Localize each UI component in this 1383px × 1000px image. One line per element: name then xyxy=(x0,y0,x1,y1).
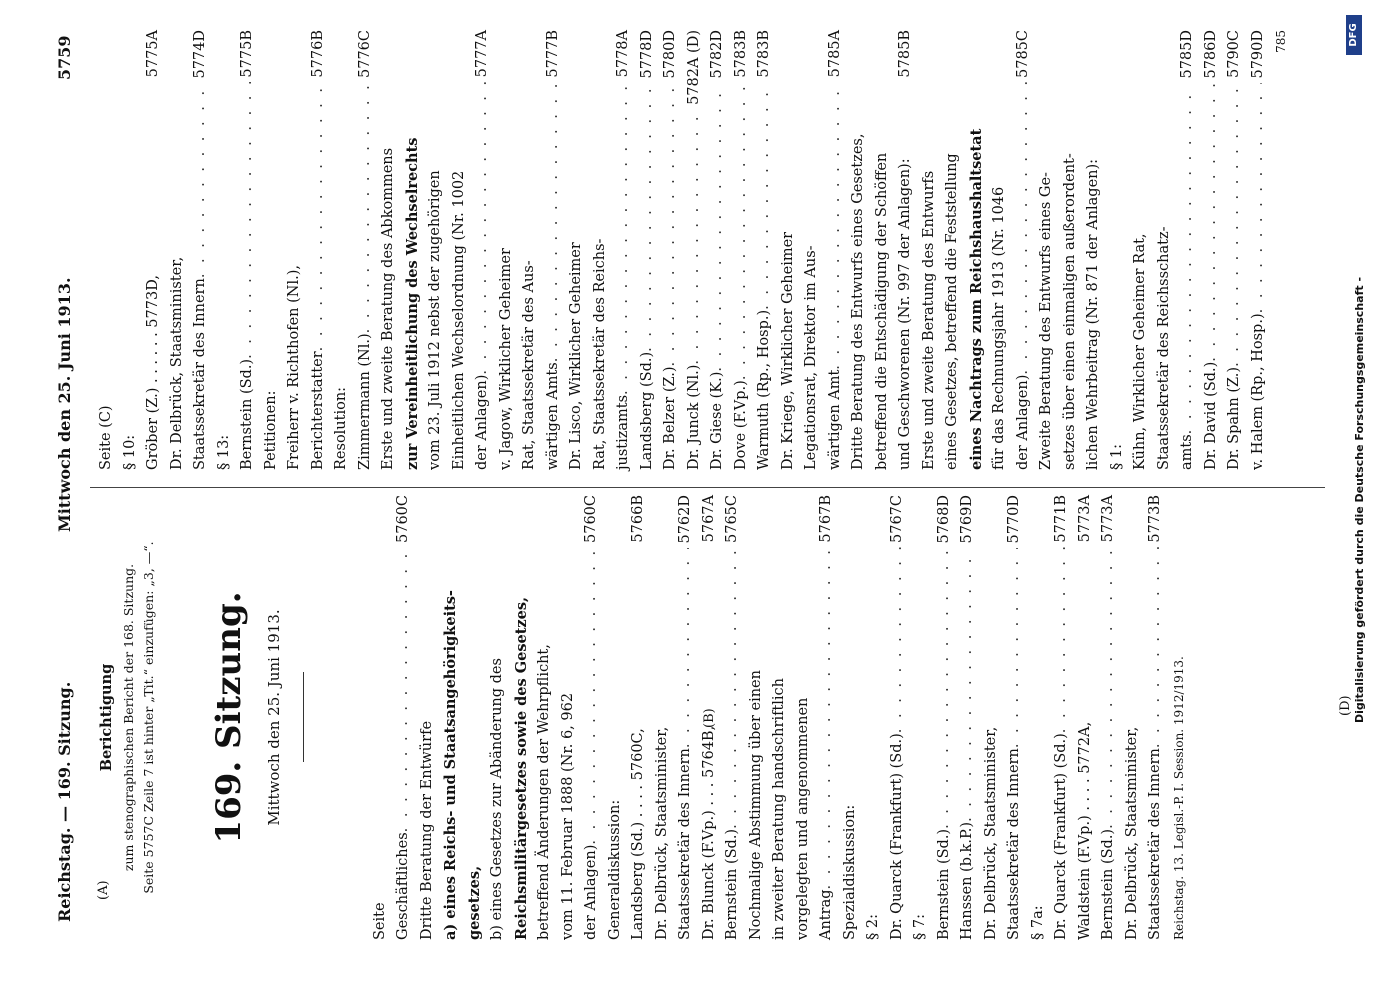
entry-text: Landsberg (Sd.) xyxy=(638,351,655,470)
entry-text: lichen Wehrbeitrag (Nr. 871 der Anlagen): xyxy=(1085,158,1101,470)
contents-entry xyxy=(886,495,910,940)
entry-text: Zimmermann (Nl.) xyxy=(356,333,373,470)
entry-text: Gröber (Z.) . . . . . . 5773D, xyxy=(145,275,161,470)
entry-text: Rat, Staatssekretär des Reichs- xyxy=(591,238,608,470)
leader-dots xyxy=(1012,82,1036,375)
entry-text: Spezialdiskussion: xyxy=(841,804,858,940)
contents-entry xyxy=(698,495,722,940)
entry-text: Dr. David (Sd.) xyxy=(1202,361,1219,470)
entry-page-ref: 5768D xyxy=(935,495,952,544)
leader-dots xyxy=(1200,83,1224,362)
page-number: 5759 xyxy=(55,35,74,80)
entry-text: Dr. Belzer (Z.) xyxy=(662,366,678,470)
leader-dots xyxy=(933,548,957,829)
contents-entry xyxy=(1121,495,1145,940)
contents-entry xyxy=(392,495,416,940)
entry-text: Dr. Junck (Nl.) xyxy=(685,364,702,470)
entry-text: Staatssekretär des Innern xyxy=(1006,748,1022,940)
contents-entry xyxy=(792,495,816,940)
leader-dots xyxy=(580,547,604,845)
entry-text: v. Halem (Rp., Hosp.) xyxy=(1249,313,1266,470)
entry-page-ref: 5782A (D) xyxy=(685,30,702,105)
contents-entry xyxy=(416,495,440,940)
contents-entry xyxy=(1003,495,1027,940)
leader-dots xyxy=(674,548,698,749)
leader-dots xyxy=(753,82,777,310)
contents-entry xyxy=(495,30,519,470)
entry-page-ref: 5783B xyxy=(756,30,772,78)
leader-dots xyxy=(683,109,707,365)
entry-text: der Anlagen) xyxy=(583,844,599,940)
contents-entry xyxy=(659,30,683,470)
entry-text: Dr. Kriege, Wirklicher Geheimer xyxy=(779,231,796,470)
contents-entry xyxy=(941,30,965,470)
leader-dots xyxy=(1097,546,1121,829)
entry-text: wärtigen Amts xyxy=(544,362,561,470)
entry-text: eines Gesetzes, betreffend die Feststellung xyxy=(944,153,960,470)
entry-text: betreffend Änderungen der Wehrpflicht, xyxy=(536,644,552,940)
contents-entry xyxy=(557,495,581,940)
contents-entry xyxy=(1144,495,1168,940)
contents-entry xyxy=(909,495,933,940)
contents-entry xyxy=(565,30,589,470)
contents-entry xyxy=(307,30,331,470)
leader-dots xyxy=(886,547,910,733)
contents-entry xyxy=(1012,30,1036,470)
entry-text: Dove (F.Vp.) xyxy=(732,380,749,470)
margin-label-d: (D) xyxy=(1338,695,1353,716)
leader-dots xyxy=(824,81,848,369)
correction-line: zum stenographischen Bericht der 168. Sitzung. xyxy=(120,563,136,872)
entry-page-ref: 5776C xyxy=(356,30,373,78)
footer-left: Reichstag. 13. Legisl.-P. I. Session. 1912/1913. xyxy=(1171,656,1186,940)
contents-entry xyxy=(510,495,534,940)
entry-page-ref: 5767C xyxy=(888,495,905,543)
contents-entry xyxy=(283,30,307,470)
entry-text: Reichsmilitärgesetzes sowie des Gesetzes, xyxy=(512,596,530,940)
entry-page-ref: 5762D xyxy=(677,495,693,544)
entry-text: Hanssen (b.k.P.) xyxy=(959,821,975,940)
entry-text: Dr. Quarck (Frankfurt) (Sd.) xyxy=(888,733,905,940)
entry-text: gesetzes, xyxy=(465,865,483,940)
entry-page-ref: 5778A xyxy=(615,30,631,78)
leader-dots xyxy=(815,547,839,890)
entry-text: vom 23. Juli 1912 nebst der zugehörigen xyxy=(427,170,443,470)
contents-entry xyxy=(1082,30,1106,470)
contents-entry xyxy=(1059,30,1083,470)
entry-text: der Anlagen) xyxy=(1014,374,1031,470)
contents-entry xyxy=(377,30,401,470)
entry-page-ref: 5775A xyxy=(145,30,161,78)
contents-entry xyxy=(236,30,260,470)
contents-entry xyxy=(1097,495,1121,940)
right-contents-list xyxy=(95,30,1270,470)
contents-entry xyxy=(847,30,871,470)
entry-text: Landsberg (Sd.) . . . . 5760C, xyxy=(630,728,646,940)
entry-page-ref: 5777A xyxy=(474,30,490,78)
entry-text: Nochmalige Abstimmung über einen xyxy=(747,670,764,940)
contents-entry xyxy=(119,30,143,470)
leader-dots xyxy=(189,83,213,279)
contents-entry xyxy=(824,30,848,470)
entry-page-ref: 5782D xyxy=(709,30,725,79)
entry-text: Dr. Spahn (Z.) xyxy=(1226,366,1242,470)
contents-entry xyxy=(1035,30,1059,470)
contents-entry xyxy=(260,30,284,470)
entry-text: Dr. Giese (K.) xyxy=(709,371,725,470)
leader-dots xyxy=(636,83,660,352)
contents-entry xyxy=(354,30,378,470)
entry-text: Legationsrat, Direktor im Aus- xyxy=(803,245,819,470)
entry-text: Generaldiskussion: xyxy=(606,799,623,940)
entry-text: justizamts xyxy=(615,394,631,470)
contents-entry xyxy=(730,30,754,470)
entry-page-ref: 5774D xyxy=(192,30,208,79)
entry-page-ref: 5790C xyxy=(1226,30,1242,78)
entry-page-ref: 5783B xyxy=(732,30,749,78)
entry-text: Einheitlichen Wechselordnung (Nr. 1002 xyxy=(450,170,467,470)
entry-text: Bernstein (Sd.) xyxy=(239,358,255,470)
entry-text: Bernstein (Sd.) xyxy=(724,828,740,940)
contents-entry xyxy=(800,30,824,470)
entry-page-ref: 5780D xyxy=(662,30,678,79)
entry-text: § 7a: xyxy=(1029,905,1046,940)
entry-text: Freiherr v. Richthofen (Nl.), xyxy=(286,265,302,470)
entry-text: Staatssekretär des Reichsschatz- xyxy=(1155,226,1172,470)
contents-entry xyxy=(439,495,463,940)
entry-text: in zweiter Beratung handschriftlich xyxy=(771,677,787,940)
entry-text: § 13: xyxy=(215,434,232,470)
entry-text: und Geschworenen (Nr. 997 der Anlagen): xyxy=(897,158,913,470)
contents-entry xyxy=(142,30,166,470)
entry-text: Dr. Delbrück, Staatsminister, xyxy=(982,726,999,940)
leader-dots xyxy=(956,548,980,822)
footer-right: 785 xyxy=(1274,30,1288,53)
contents-entry xyxy=(166,30,190,470)
entry-page-ref: 5785C xyxy=(1014,30,1031,78)
margin-label-a: (A) xyxy=(96,880,111,900)
leader-dots xyxy=(612,81,636,395)
entry-page-ref: 5777B xyxy=(544,30,561,78)
contents-entry xyxy=(486,495,510,940)
leader-dots xyxy=(1223,82,1247,367)
contents-entry xyxy=(401,30,425,470)
entry-page-ref: 5760C xyxy=(395,495,411,543)
entry-page-ref: 5773A xyxy=(1076,495,1093,543)
entry-text: Bernstein (Sd.) xyxy=(935,828,952,940)
contents-entry xyxy=(448,30,472,470)
contents-entry xyxy=(721,495,745,940)
entry-text: Geschäftliches xyxy=(395,832,411,940)
entry-text: Petitionen: xyxy=(262,390,279,470)
title-rule xyxy=(289,495,319,940)
entry-text: Antrag xyxy=(818,889,834,940)
leader-dots xyxy=(542,82,566,363)
contents-entry xyxy=(651,495,675,940)
correction-line: Seite 5757C Zeile 7 ist hinter „Tit.“ einzufügen: „3, —“. xyxy=(140,541,156,894)
contents-entry xyxy=(777,30,801,470)
entry-text: Dritte Beratung des Entwurfs eines Gesetzes, xyxy=(850,133,866,470)
entry-text: § 7: xyxy=(912,914,928,940)
entry-text: Dr. Quarck (Frankfurt) (Sd.) xyxy=(1053,733,1069,940)
digitization-credit: Digitalisierung gefördert durch die Deutsche Forschungsgemeinschaft - xyxy=(1353,276,1366,724)
entry-page-ref: 5767A xyxy=(700,495,717,543)
contents-entry xyxy=(1247,30,1271,470)
entry-page-ref: 5785B xyxy=(897,30,913,78)
contents-entry xyxy=(933,495,957,940)
entry-page-ref: 5785A xyxy=(826,30,843,78)
contents-entry xyxy=(862,495,886,940)
entry-text: betreffend die Entschädigung der Schöffen xyxy=(873,152,890,470)
contents-entry xyxy=(1074,495,1098,940)
entry-page-ref: 5790D xyxy=(1249,30,1266,79)
right-column xyxy=(95,30,1292,470)
entry-text: § 1: xyxy=(1108,444,1125,470)
contents-entry xyxy=(589,30,613,470)
contents-entry xyxy=(471,30,495,470)
leader-dots xyxy=(1144,547,1168,749)
contents-entry xyxy=(1200,30,1224,470)
contents-entry xyxy=(1027,495,1051,940)
contents-entry xyxy=(706,30,730,470)
contents-entry xyxy=(533,495,557,940)
entry-text: Waldstein (F.Vp.) . . . . 5772A, xyxy=(1076,721,1093,940)
entry-page-ref: 5773A xyxy=(1100,495,1116,543)
entry-page-ref: 5785D xyxy=(1179,30,1195,79)
column-divider xyxy=(90,487,1325,488)
contents-entry xyxy=(745,495,769,940)
entry-text: setzes über einen einmaligen außerordent- xyxy=(1061,153,1078,470)
contents-entry xyxy=(612,30,636,470)
contents-entry xyxy=(330,30,354,470)
entry-text: v. Jagow, Wirklicher Geheimer xyxy=(497,248,514,470)
contents-entry xyxy=(965,30,989,470)
dfg-logo: DFG xyxy=(1346,15,1362,55)
leader-dots xyxy=(236,82,260,359)
entry-text: vorgelegten und angenommenen xyxy=(794,697,811,940)
entry-text: Berichterstatter xyxy=(309,351,326,470)
correction-title: Berichtigung xyxy=(98,663,115,772)
contents-entry xyxy=(956,495,980,940)
contents-entry xyxy=(918,30,942,470)
leader-dots xyxy=(721,547,745,829)
leader-dots xyxy=(730,82,754,381)
entry-page-ref: 5769D xyxy=(959,495,975,544)
contents-entry xyxy=(1050,495,1074,940)
running-header-left: Reichstag. — 169. Sitzung. xyxy=(55,681,74,922)
margin-label-b: (B) xyxy=(702,708,717,728)
leader-dots xyxy=(1003,548,1027,749)
entry-text: Zweite Beratung des Entwurfs eines Ge- xyxy=(1038,172,1054,470)
contents-entry xyxy=(627,495,651,940)
contents-entry xyxy=(815,495,839,940)
entry-text: Erste und zweite Beratung des Entwurfs xyxy=(920,170,937,470)
entry-page-ref: 5786D xyxy=(1202,30,1219,79)
entry-text: § 2: xyxy=(865,914,881,940)
entry-text: für das Rechnungsjahr 1913 (Nr. 1046 xyxy=(991,186,1007,470)
entry-page-ref: 5771B xyxy=(1053,495,1069,543)
entry-page-ref: 5775B xyxy=(239,30,255,78)
contents-entry xyxy=(213,30,237,470)
entry-page-ref: 5770D xyxy=(1006,495,1022,544)
leader-dots xyxy=(659,83,683,367)
contents-entry xyxy=(674,495,698,940)
entry-text: Warmuth (Rp., Hosp.) xyxy=(756,309,772,470)
entry-page-ref: 5760C xyxy=(583,495,599,543)
contents-entry xyxy=(839,495,863,940)
entry-page-ref: 5776B xyxy=(309,30,326,78)
contents-entry xyxy=(463,495,487,940)
entry-text: Staatssekretär des Innern xyxy=(192,278,208,470)
entry-text: Staatssekretär des Innern xyxy=(677,748,693,940)
entry-page-ref: 5766B xyxy=(630,495,646,543)
contents-entry xyxy=(980,495,1004,940)
contents-entry xyxy=(1223,30,1247,470)
entry-text: § 10: xyxy=(121,434,138,470)
left-contents-list xyxy=(369,495,1168,940)
entry-text: Kühn, Wirklicher Geheimer Rat, xyxy=(1132,233,1148,470)
contents-entry xyxy=(604,495,628,940)
contents-entry xyxy=(1153,30,1177,470)
session-title: 169. Sitzung. xyxy=(208,591,249,844)
contents-entry xyxy=(1129,30,1153,470)
contents-entry xyxy=(542,30,566,470)
entry-text: Staatssekretär des Innern xyxy=(1147,748,1163,940)
entry-page-ref: 5778D xyxy=(638,30,655,79)
contents-entry xyxy=(580,495,604,940)
entry-text: Dritte Beratung der Entwürfe xyxy=(418,720,435,940)
entry-text: eines Nachtrags zum Reichshaushaltsetat xyxy=(967,128,985,470)
leader-dots xyxy=(392,547,416,832)
entry-page-ref: 5773B xyxy=(1147,495,1163,543)
entry-text: Seite (C) xyxy=(98,405,114,470)
contents-entry xyxy=(1106,30,1130,470)
leader-dots xyxy=(307,82,331,352)
entry-text: der Anlagen) xyxy=(474,374,490,470)
leader-dots xyxy=(1050,547,1074,734)
entry-page-ref: 5765C xyxy=(724,495,740,543)
entry-text: Resolution: xyxy=(333,386,349,470)
leader-dots xyxy=(1176,83,1200,435)
entry-text: Bernstein (Sd.) xyxy=(1100,828,1116,940)
entry-text: vom 11. Februar 1888 (Nr. 6, 962 xyxy=(559,692,576,940)
contents-entry xyxy=(988,30,1012,470)
contents-entry xyxy=(189,30,213,470)
entry-text: Seite xyxy=(371,902,388,940)
entry-text: Dr. Delbrück, Staatsminister, xyxy=(1123,726,1140,940)
entry-text: b) eines Gesetzes zur Abänderung des xyxy=(489,658,505,940)
contents-entry xyxy=(753,30,777,470)
left-column xyxy=(95,495,1190,940)
contents-entry xyxy=(894,30,918,470)
entry-text: a) eines Reichs- und Staatsangehörigkeits- xyxy=(442,590,459,940)
contents-entry xyxy=(369,495,393,940)
contents-entry xyxy=(424,30,448,470)
leader-dots xyxy=(1247,83,1271,314)
contents-entry xyxy=(95,30,119,470)
entry-text: amts xyxy=(1179,434,1195,470)
entry-text: Dr. Lisco, Wirklicher Geheimer xyxy=(568,242,584,470)
entry-page-ref: 5767B xyxy=(818,495,834,543)
running-header-date: Mittwoch den 25. Juni 1913. xyxy=(55,277,74,532)
contents-entry xyxy=(518,30,542,470)
entry-text: Dr. Delbrück, Staatsminister, xyxy=(653,726,670,940)
leader-dots xyxy=(354,82,378,333)
contents-entry xyxy=(1176,30,1200,470)
contents-entry xyxy=(683,30,707,470)
leader-dots xyxy=(471,81,495,374)
entry-text: Dr. Delbrück, Staatsminister, xyxy=(168,256,185,470)
contents-entry xyxy=(636,30,660,470)
entry-text: wärtigen Amt xyxy=(826,369,843,470)
entry-text: Erste und zweite Beratung des Abkommens xyxy=(380,147,396,470)
contents-entry xyxy=(768,495,792,940)
session-date: Mittwoch den 25. Juni 1913. xyxy=(264,609,283,826)
leader-dots xyxy=(706,83,730,372)
entry-text: Dr. Blunck (F.Vp.) . . . 5764B, xyxy=(700,725,717,940)
contents-entry xyxy=(871,30,895,470)
entry-text: Rat, Staatssekretär des Aus- xyxy=(521,260,537,470)
entry-text: zur Vereinheitlichung des Wechselrechts xyxy=(403,137,421,470)
